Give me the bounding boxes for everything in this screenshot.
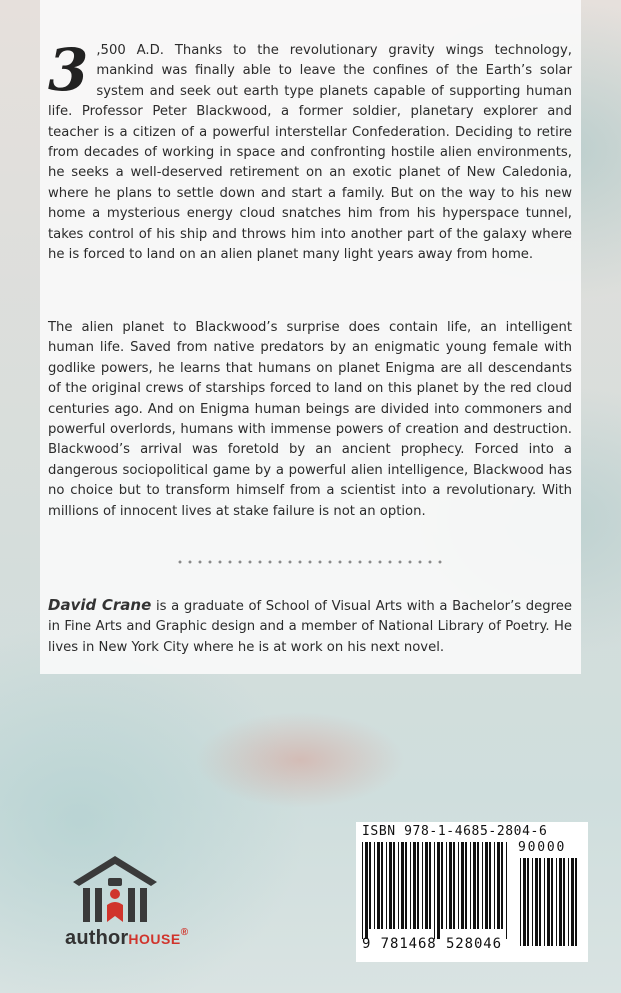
barcode-bar [449, 842, 452, 929]
barcode-bar [417, 842, 419, 929]
barcode-bar [470, 842, 471, 929]
registered-mark: ® [180, 927, 189, 938]
barcode-bar [365, 842, 368, 939]
barcode-bar [485, 842, 488, 929]
barcode-bar [489, 842, 491, 929]
barcode-bar [389, 842, 392, 929]
barcode-bar [563, 858, 565, 946]
barcode-bar [461, 842, 464, 929]
barcode-bar [393, 842, 395, 929]
blurb-paragraph-2: The alien planet to Blackwood’s surprise does contain life, an intelligent human life. Saved from native predators by an enigmatic young female with godlike powers, he learns that humans on planet Enigma are all descendants of the original crews of starships forced to land on this planet by the red cloud centuries ago. And on Enigma human beings are divided into commoners and powerful overlords, humans with immense powers of creation and destruction. Blackwood’s arrival was foretold by an ancient prophecy. Forced into a dangerous sociopolitical game by a powerful alien intelligence, Blackwood has no choice but to transform himself from a scientist into a revolutionary. With millions of innocent lives at stake failure is not an option. [48, 320, 572, 519]
barcode-bar [386, 842, 387, 929]
barcode-bar [559, 858, 562, 946]
barcode-bar [437, 842, 440, 939]
barcode-bar [520, 858, 521, 946]
barcode-bar [539, 858, 541, 946]
barcode-bar [532, 858, 533, 946]
publisher-name-house: HOUSE [128, 931, 181, 947]
drop-cap: 3 [48, 36, 89, 104]
barcode-bar [527, 858, 529, 946]
barcode-bar [410, 842, 411, 929]
barcode-bar [377, 842, 380, 929]
barcode-bar [362, 842, 363, 939]
addon-code: 90000 [518, 840, 567, 855]
barcode-bar [398, 842, 399, 929]
ean-bars [362, 842, 510, 939]
barcode-bar [523, 858, 526, 946]
paragraph-1-text: ,500 A.D. Thanks to the revolutionary gravity wings technology, mankind was finally able to leave the confines of the Earth’s solar system and seek out earth type planets capable of supporting human life. Professor Peter Blackwood, a former soldier, planetary explorer and teacher is a citizen of a powerful interstellar Confederation. Deciding to retire from decades of working in space and confronting hostile alien environments, he seeks a well-deserved retirement on an exotic planet of New Caledonia, where he plans to settle down and start a family. But on the way to his new home a mysterious energy cloud snatches him from his hyperspace tunnel, takes control of his ship and throws him into another part of the galaxy where he is forced to land on an alien planet many light years away from home. [48, 43, 572, 263]
barcode-bar [482, 842, 483, 929]
ean-digits: 9 781468 528046 [362, 936, 502, 952]
isbn-label: ISBN 978-1-4685-2804-6 [362, 824, 548, 839]
barcode-bar [497, 842, 500, 929]
barcode-bar [506, 842, 507, 939]
barcode-bar [568, 858, 569, 946]
author-bio-text: is a graduate of School of Visual Arts with a Bachelor’s degree in Fine Arts and Graphic design and a member of National Library of Poetry. He lives in New York City where he is at work on his next novel. [48, 599, 572, 655]
barcode-bar [434, 842, 435, 939]
barcode-bar [401, 842, 404, 929]
barcode-bar [425, 842, 428, 929]
barcode-bar [575, 858, 577, 946]
barcode-bar [381, 842, 383, 929]
barcode-bar [473, 842, 476, 929]
barcode-bar [477, 842, 479, 929]
barcode-bar [453, 842, 455, 929]
barcode-bar [458, 842, 459, 929]
barcode-bar [441, 842, 443, 929]
author-name: David Crane [48, 596, 152, 614]
publisher-name-author: author [65, 927, 129, 949]
barcode-bar [405, 842, 407, 929]
barcode-bar [547, 858, 550, 946]
addon-bars [520, 858, 580, 956]
isbn-barcode [356, 822, 588, 962]
barcode-bar [369, 842, 371, 929]
publisher-logo [65, 927, 188, 950]
barcode-bar [494, 842, 495, 929]
barcode-bar [422, 842, 423, 929]
barcode-bar [429, 842, 431, 929]
blurb-paragraph-1 [48, 36, 572, 265]
barcode-bar [556, 858, 557, 946]
barcode-bar [446, 842, 447, 929]
barcode-bar [501, 842, 503, 929]
barcode-bar [544, 858, 545, 946]
dotted-divider [175, 560, 445, 564]
barcode-bar [465, 842, 467, 929]
author-bio [48, 595, 572, 658]
barcode-bar [571, 858, 574, 946]
barcode-bar [535, 858, 538, 946]
barcode-bar [413, 842, 416, 929]
barcode-bar [374, 842, 375, 929]
barcode-bar [551, 858, 553, 946]
